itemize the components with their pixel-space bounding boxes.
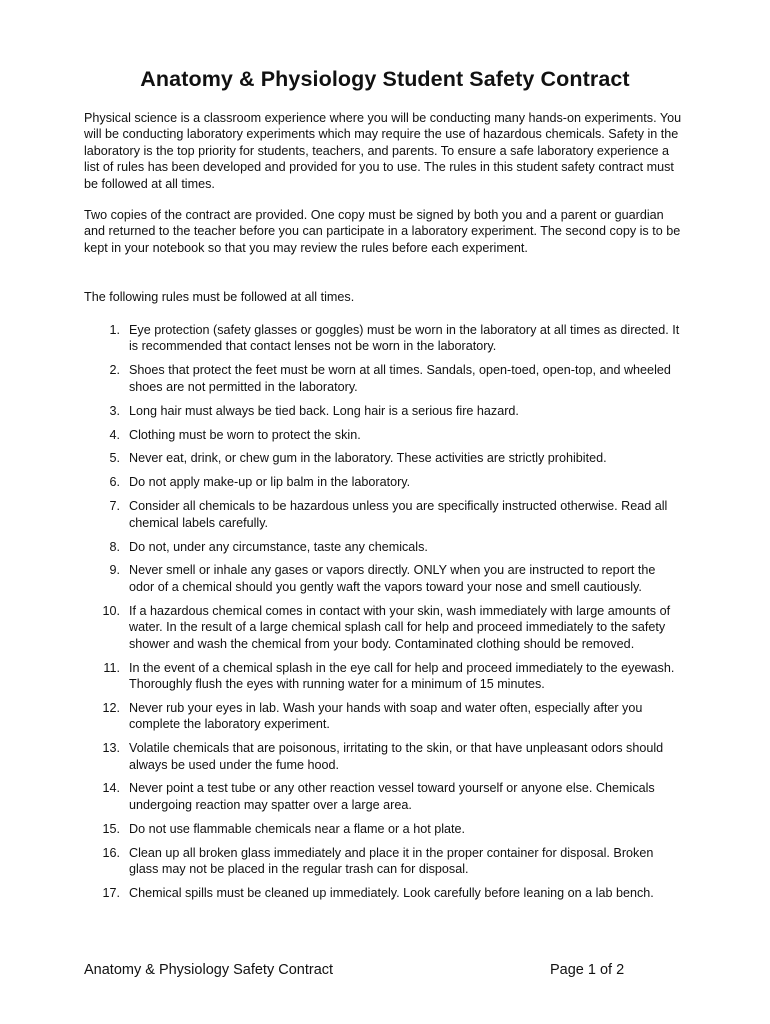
rule-item bbox=[84, 700, 684, 733]
rule-item bbox=[84, 403, 684, 419]
rule-item bbox=[84, 539, 684, 555]
rule-text: Never rub your eyes in lab. Wash your hands with soap and water often, especially after you complete the laboratory experiment. bbox=[129, 700, 643, 732]
rule-number: 1. bbox=[109, 323, 120, 337]
rule-number: 14. bbox=[102, 781, 120, 796]
rule-text: Clean up all broken glass immediately and place it in the proper container for disposal. Broken glass may not be placed in the regular trash can for disposal. bbox=[129, 845, 654, 877]
footer-page-number: Page 1 of 2 bbox=[550, 962, 625, 978]
rule-number: 4. bbox=[109, 427, 120, 442]
rule-text: Long hair must always be tied back. Long hair is a serious fire hazard. bbox=[129, 403, 519, 418]
rule-number: 17. bbox=[102, 885, 120, 900]
rule-number: 13. bbox=[102, 741, 120, 756]
rule-item bbox=[84, 660, 684, 693]
rules-list bbox=[84, 322, 684, 909]
rule-number: 12. bbox=[102, 700, 120, 715]
rule-item bbox=[84, 322, 684, 355]
rule-text: Volatile chemicals that are poisonous, irritating to the skin, or that have unpleasant odors should always be used under the fume hood. bbox=[129, 741, 664, 772]
copies-paragraph: Two copies of the contract are provided. One copy must be signed by both you and a parent or guardian and returned to the teacher before you can participate in a laboratory experiment. The second copy is to be kept in your notebook so that you may review the rules before each experiment. bbox=[84, 208, 681, 255]
rule-item bbox=[84, 427, 684, 443]
rule-item bbox=[84, 821, 684, 837]
rule-item bbox=[84, 845, 684, 878]
rule-number: 3. bbox=[109, 403, 120, 418]
rule-number: 2. bbox=[109, 363, 120, 378]
rule-text: Consider all chemicals to be hazardous unless you are specifically instructed otherwise. Read all chemical labels carefully. bbox=[129, 499, 668, 530]
rule-item bbox=[84, 780, 684, 813]
rule-text: Do not apply make-up or lip balm in the laboratory. bbox=[129, 475, 411, 490]
rule-text: Shoes that protect the feet must be worn at all times. Sandals, open-toed, open-top, and wheeled shoes are not permitted in the laboratory. bbox=[129, 363, 671, 394]
rule-text: Do not, under any circumstance, taste any chemicals. bbox=[129, 539, 428, 554]
intro-paragraph: Physical science is a classroom experience where you will be conducting many hands-on experiments. You will be conducting laboratory experiments which may require the use of hazardous chemicals. Safety in the laboratory is the top priority for students, teachers, and parents. To ensure a safe laboratory experience a list of rules has been developed and provided for you to use. The rules in this student safety contract must be followed at all times. bbox=[84, 111, 682, 191]
rule-number: 9. bbox=[109, 563, 120, 578]
rule-item bbox=[84, 562, 684, 595]
rule-item bbox=[84, 740, 684, 773]
rule-item bbox=[84, 603, 684, 652]
page-title: Anatomy & Physiology Student Safety Contract bbox=[140, 67, 630, 91]
rule-text: In the event of a chemical splash in the eye call for help and proceed immediately to the eyewash. Thoroughly flush the eyes with running water for a minimum of 15 minutes. bbox=[129, 660, 675, 691]
rule-text: If a hazardous chemical comes in contact with your skin, wash immediately with large amounts of water. In the result of a large chemical splash call for help and proceed immediately to the safety shower and wash the chemical from your body. Contaminated clothing should be removed. bbox=[129, 603, 671, 651]
rule-text: Never eat, drink, or chew gum in the laboratory. These activities are strictly prohibited. bbox=[129, 451, 607, 466]
rule-number: 10. bbox=[102, 603, 120, 618]
rule-number: 16. bbox=[102, 845, 120, 860]
rule-number: 6. bbox=[109, 475, 120, 490]
rule-number: 7. bbox=[109, 499, 120, 514]
rule-item bbox=[84, 450, 684, 466]
rule-number: 15. bbox=[102, 821, 120, 836]
rule-text: Eye protection (safety glasses or goggles) must be worn in the laboratory at all times as directed. It is recommended that contact lenses not be worn in the laboratory. bbox=[129, 323, 680, 354]
rule-text: Never smell or inhale any gases or vapors directly. ONLY when you are instructed to report the odor of a chemical should you gently waft the vapors toward your nose and smell cautiously. bbox=[129, 563, 656, 594]
rule-text: Chemical spills must be cleaned up immediately. Look carefully before leaning on a lab bench. bbox=[129, 885, 654, 900]
rule-item bbox=[84, 474, 684, 490]
rule-item bbox=[84, 362, 684, 395]
rule-number: 5. bbox=[109, 451, 120, 466]
rule-number: 11. bbox=[103, 660, 120, 675]
footer-document-name: Anatomy & Physiology Safety Contract bbox=[84, 962, 334, 978]
rule-text: Never point a test tube or any other reaction vessel toward yourself or anyone else. Chemicals undergoing reaction may spatter over a large area. bbox=[129, 781, 655, 812]
rule-text: Do not use flammable chemicals near a flame or a hot plate. bbox=[129, 821, 466, 836]
rule-number: 8. bbox=[109, 539, 120, 554]
rule-text: Clothing must be worn to protect the skin. bbox=[129, 427, 361, 442]
rules-intro-paragraph: The following rules must be followed at all times. bbox=[84, 290, 355, 304]
rule-item bbox=[84, 885, 684, 901]
rule-item bbox=[84, 498, 684, 531]
